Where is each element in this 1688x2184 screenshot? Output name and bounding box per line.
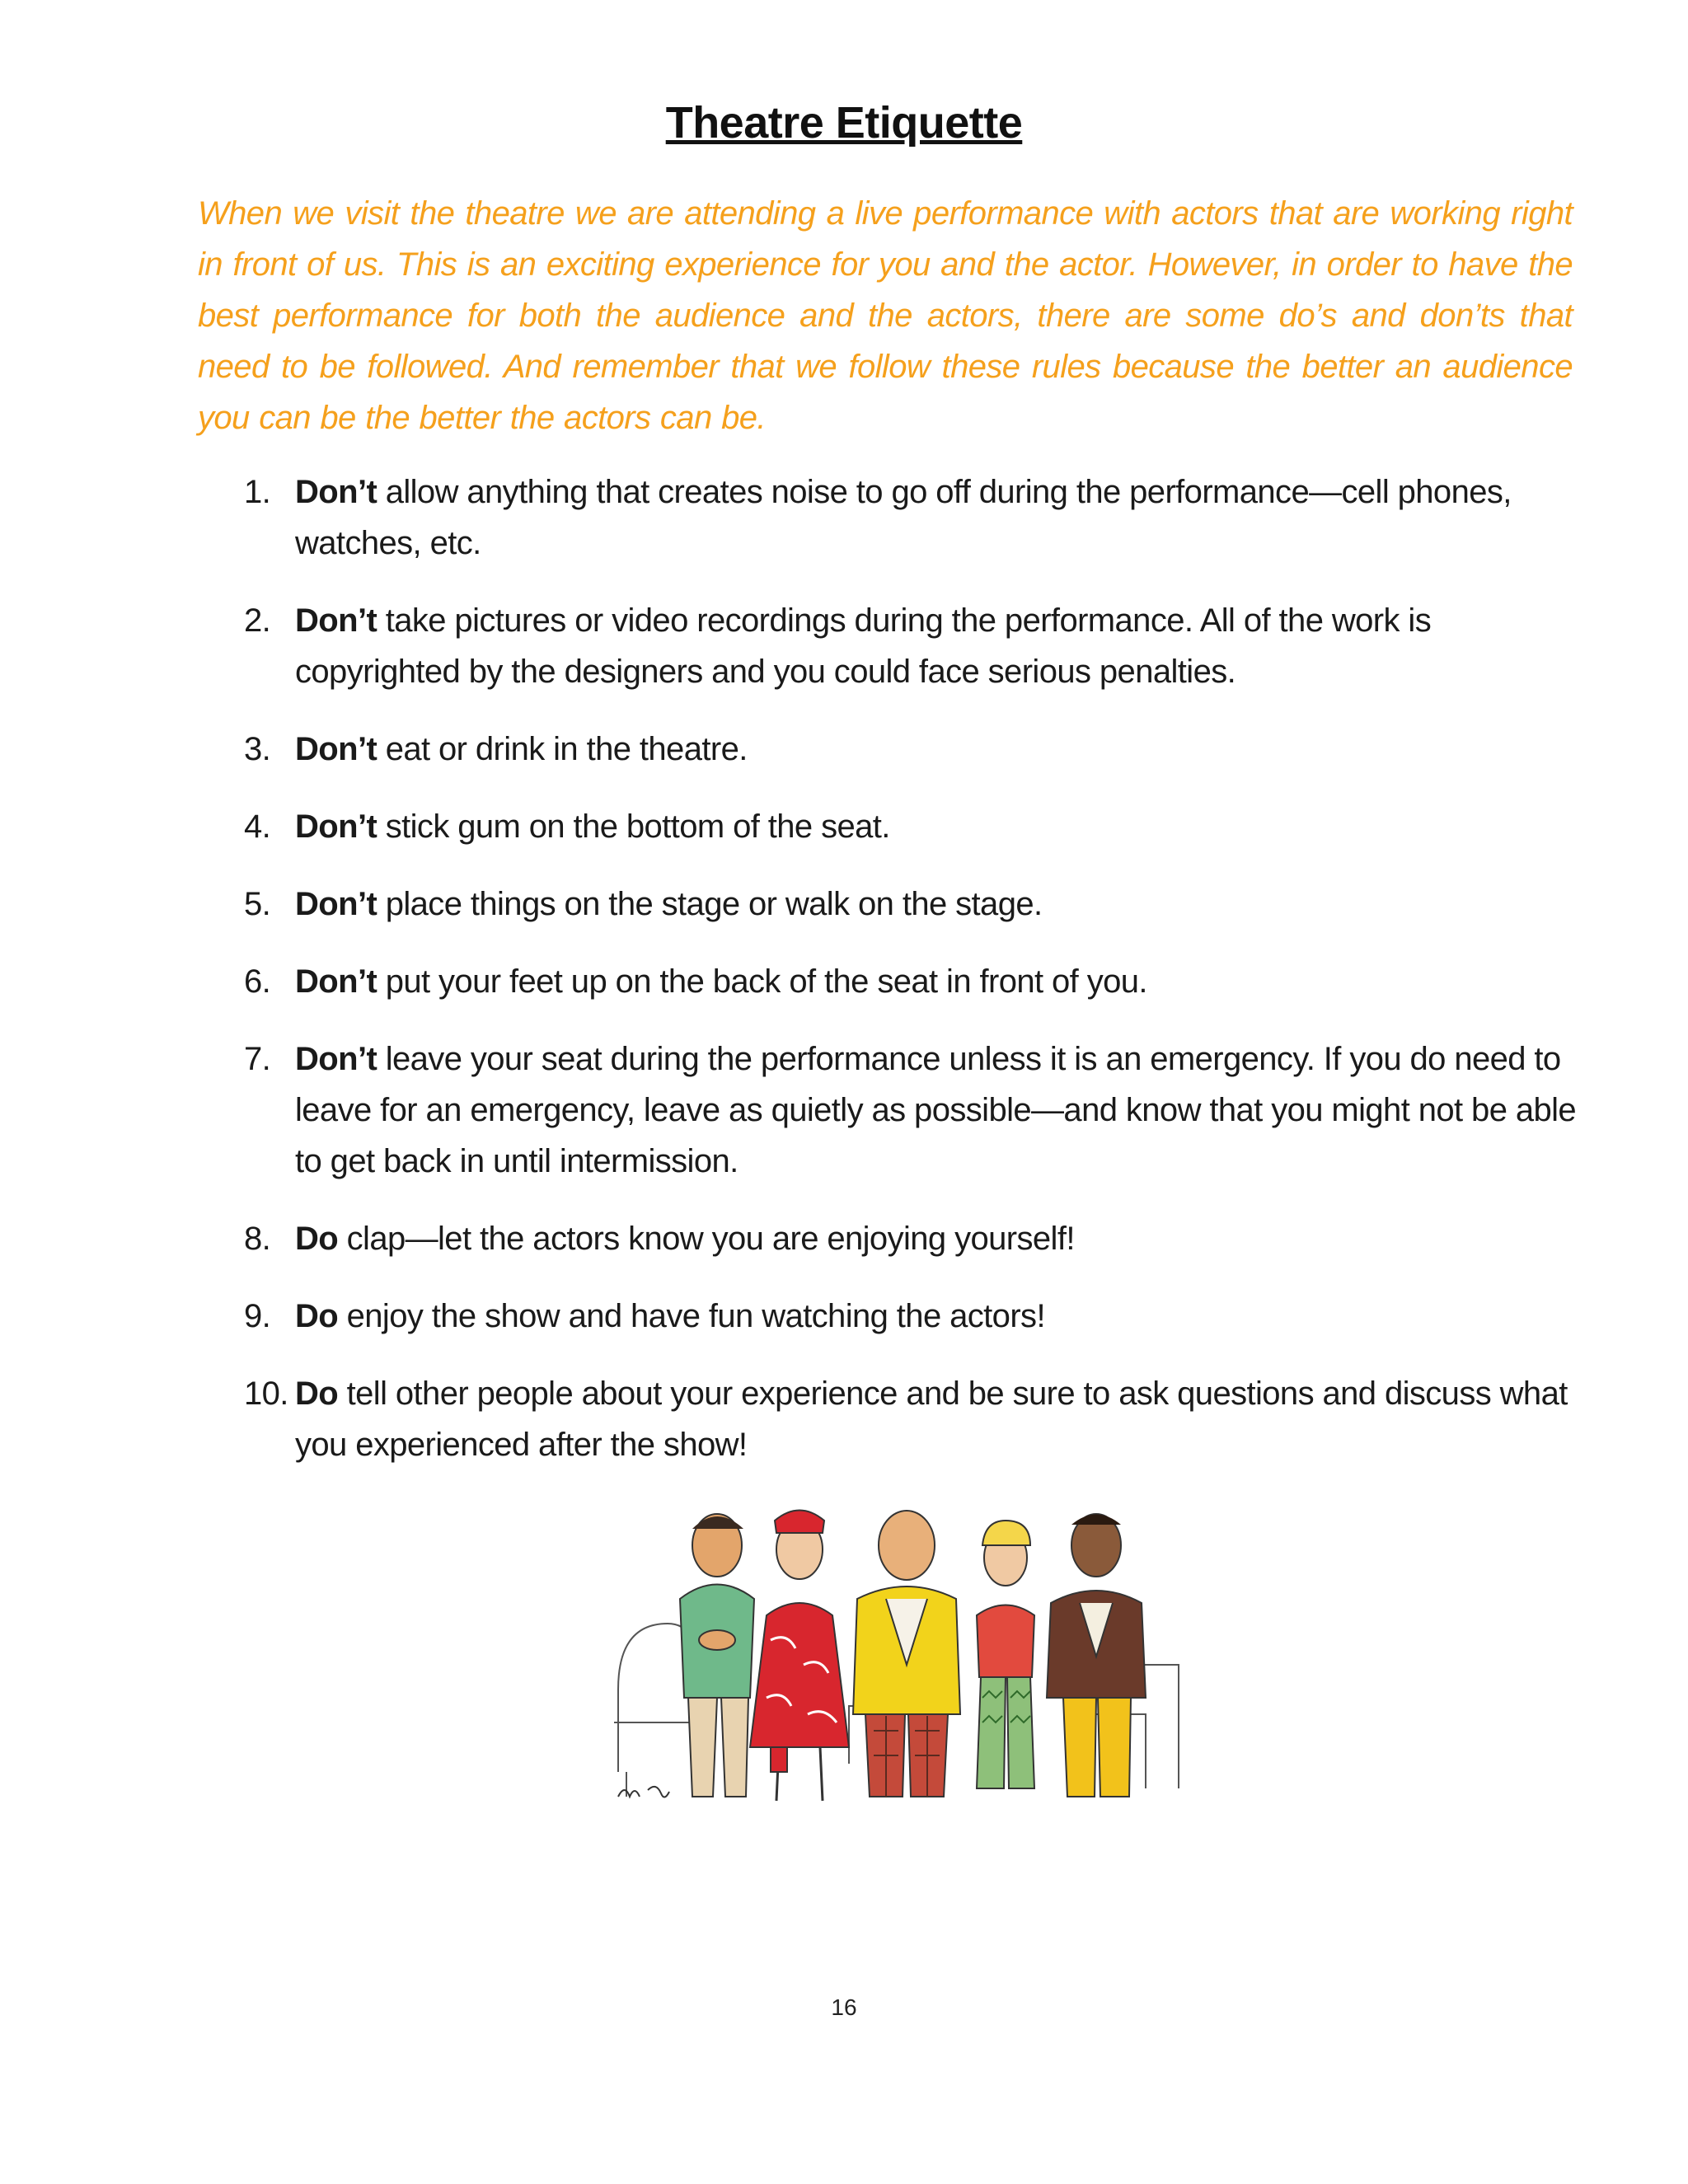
person-yellow-jacket	[853, 1511, 960, 1797]
list-item	[244, 1033, 1596, 1187]
list-item-number: 9.	[244, 1298, 271, 1334]
list-item-text: place things on the stage or walk on the stage.	[377, 886, 1043, 922]
list-item	[244, 801, 1596, 852]
list-item	[244, 879, 1596, 930]
list-item	[244, 466, 1596, 569]
list-item	[244, 595, 1596, 697]
list-item-lead: Do	[295, 1298, 339, 1334]
list-item-text: allow anything that creates noise to go off during the performance—cell phones, watches, etc.	[295, 474, 1512, 561]
page-title: Theatre Etiquette	[665, 98, 1023, 148]
page-number: 16	[831, 1994, 857, 2020]
list-item-number: 8.	[244, 1221, 271, 1257]
list-item-number: 6.	[244, 963, 271, 1000]
list-item-text: eat or drink in the theatre.	[377, 731, 748, 767]
list-item-lead: Don’t	[295, 886, 377, 922]
person-red-dress	[750, 1511, 849, 1802]
list-item-text: take pictures or video recordings during the performance. All of the work is copyrighted by the designers and you could face serious penalties.	[295, 602, 1432, 690]
list-item-lead: Don’t	[295, 731, 377, 767]
list-item-number: 4.	[244, 808, 271, 845]
list-item	[244, 956, 1596, 1007]
list-item-number: 2.	[244, 602, 271, 639]
person-blonde-woman	[977, 1521, 1034, 1788]
list-item-lead: Do	[295, 1376, 339, 1412]
list-item-text: stick gum on the bottom of the seat.	[377, 808, 890, 845]
list-item-number: 5.	[244, 886, 271, 922]
list-item	[244, 1368, 1596, 1470]
list-item-number: 10.	[244, 1376, 288, 1412]
list-item-number: 1.	[244, 474, 271, 510]
list-item-text: leave your seat during the performance unless it is an emergency. If you do need to leave for an emergency, leave as quietly as possible—and know that you might not be able to get back in until intermission.	[295, 1041, 1577, 1179]
list-item-text: enjoy the show and have fun watching the actors!	[338, 1298, 1045, 1334]
audience-illustration	[602, 1500, 1203, 1805]
intro-paragraph: When we visit the theatre we are attending a live performance with actors that are working right in front of us. This is an exciting experience for you and the actor. However, in order to have the best performance for both the audience and the actors, there are some do’s and don’ts that need to be followed. And remember that we follow these rules because the better an audience you can be the better the actors can be.	[198, 195, 1573, 436]
list-item	[244, 724, 1596, 775]
person-brown-jacket	[1047, 1514, 1146, 1797]
list-item	[244, 1213, 1596, 1264]
list-item-lead: Don’t	[295, 602, 377, 639]
list-item-text: clap—let the actors know you are enjoying yourself!	[338, 1221, 1075, 1257]
list-item-lead: Do	[295, 1221, 339, 1257]
etiquette-list	[244, 466, 1596, 1497]
list-item-lead: Don’t	[295, 474, 377, 510]
list-item-text: put your feet up on the back of the seat in front of you.	[377, 963, 1147, 1000]
list-item-text: tell other people about your experience and be sure to ask questions and discuss what you experienced after the show!	[295, 1376, 1568, 1463]
list-item	[244, 1291, 1596, 1342]
list-item-lead: Don’t	[295, 963, 377, 1000]
list-item-lead: Don’t	[295, 1041, 377, 1077]
person-green-shirt	[680, 1514, 754, 1797]
list-item-lead: Don’t	[295, 808, 377, 845]
list-item-number: 3.	[244, 731, 271, 767]
list-item-number: 7.	[244, 1041, 271, 1077]
